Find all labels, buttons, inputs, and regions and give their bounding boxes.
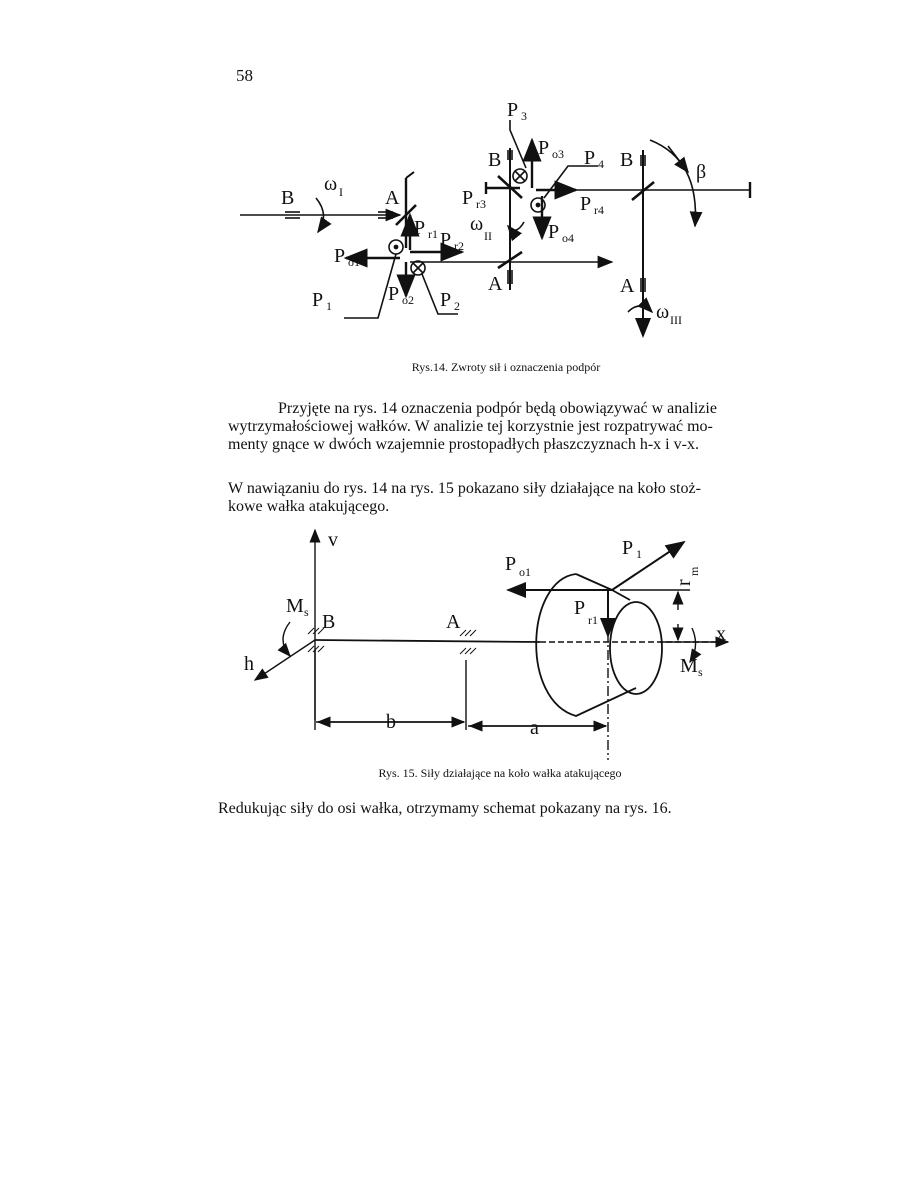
fig14-label-Po3: P — [538, 137, 550, 159]
fig14-label-P4: P — [584, 147, 596, 169]
fig15-label-a: a — [530, 717, 539, 739]
fig14-label-Pr1: P — [414, 217, 426, 239]
paragraph-2-line-1: W nawiązaniu do rys. 14 na rys. 15 pokazano siły działające na koło stoż- — [228, 480, 701, 497]
fig14-label-Pr2: P — [440, 229, 452, 251]
fig14-label-Pr2-sub: r2 — [454, 239, 464, 253]
fig15-label-v: v — [328, 529, 338, 551]
shaft — [315, 640, 540, 642]
paragraph-1-line-3: menty gnące w dwóch wzajemnie prostopadłych płaszczyznach h-x i v-x. — [228, 436, 699, 453]
fig14-label-Pr4: P — [580, 193, 592, 215]
fig14-label-B2: B — [488, 149, 502, 171]
page-number: 58 — [236, 66, 253, 85]
fig14-label-beta: β — [696, 161, 707, 183]
fig14-label-P2-sub: 2 — [454, 299, 460, 313]
fig15-label-Po1: P — [505, 553, 517, 575]
figure-15-caption: Rys. 15. Siły działające na koło wałka atakującego — [378, 766, 622, 780]
fig15-label-Ms2: M — [680, 655, 698, 677]
fig15-label-Ms2-sub: s — [698, 665, 703, 679]
paragraph-3 — [218, 800, 738, 818]
fig14-label-P3-sub: 3 — [521, 109, 527, 123]
fig14-label-B3: B — [620, 149, 634, 171]
fig14-label-omegaI-sub: I — [339, 185, 343, 199]
fig14-label-P1-sub: 1 — [326, 299, 332, 313]
fig15-label-Pr1-sub: r1 — [588, 613, 598, 627]
fig14-label-Pr3: P — [462, 187, 474, 209]
paragraph-2-line-2: kowe wałka atakującego. — [228, 498, 390, 515]
fig14-label-Pr3-sub: r3 — [476, 197, 486, 211]
paragraph-1-line-2: wytrzymałościowej wałków. W analizie tej korzystnie jest rozpatrywać mo- — [228, 418, 713, 435]
fig14-label-A3: A — [620, 275, 635, 297]
fig14-label-A2: A — [488, 273, 503, 295]
fig15-label-rm-sub: m — [687, 566, 701, 576]
figure-14-caption: Rys.14. Zwroty sił i oznaczenia podpór — [411, 360, 601, 374]
fig14-label-omegaII: ω — [470, 213, 484, 235]
fig15-label-rm: r — [673, 579, 695, 586]
fig14-label-omegaIII-sub: III — [670, 313, 682, 327]
fig14-label-Po4-sub: o4 — [562, 231, 574, 245]
fig15-label-Pr1: P — [574, 597, 586, 619]
fig14-label-Po2: P — [388, 283, 400, 305]
fig14-label-omegaII-sub: II — [484, 229, 492, 243]
bevel-gear-face — [610, 602, 662, 694]
fig15-label-B: B — [322, 611, 336, 633]
fig14-label-Po3-sub: o3 — [552, 147, 564, 161]
fig14-label-Po4: P — [548, 221, 560, 243]
fig14-label-Pr1-sub: r1 — [428, 227, 438, 241]
fig14-label-omegaIII: ω — [656, 301, 670, 323]
fig15-label-P1-sub: 1 — [636, 547, 642, 561]
fig15-label-Po1-sub: o1 — [519, 565, 531, 579]
fig15-label-b: b — [386, 711, 396, 733]
fig15-label-P1: P — [622, 537, 634, 559]
fig15-label-A: A — [446, 611, 461, 633]
fig15-label-Ms1-sub: s — [304, 605, 309, 619]
paragraph-3-line-1: Redukując siły do osi wałka, otrzymamy schemat pokazany na rys. 16. — [218, 800, 672, 817]
fig14-label-Po1: P — [334, 245, 346, 267]
fig14-label-Pr4-sub: r4 — [594, 203, 604, 217]
fig14-label-B1: B — [281, 187, 295, 209]
fig15-label-h: h — [244, 653, 254, 675]
fig15-label-x: x — [716, 623, 726, 645]
fig14-label-Po2-sub: o2 — [402, 293, 414, 307]
fig14-label-A1: A — [385, 187, 400, 209]
fig14-label-Po1-sub: o1 — [348, 255, 360, 269]
fig14-label-P2: P — [440, 289, 452, 311]
paragraph-1-line-1: Przyjęte na rys. 14 oznaczenia podpór będą obowiązywać w analizie — [278, 400, 717, 417]
fig14-label-P3: P — [507, 99, 519, 121]
fig15-label-Ms1: M — [286, 595, 304, 617]
fig14-label-omegaI: ω — [324, 173, 338, 195]
fig14-label-P4-sub: 4 — [598, 157, 604, 171]
axis-h — [255, 640, 315, 680]
fig14-label-P1: P — [312, 289, 324, 311]
